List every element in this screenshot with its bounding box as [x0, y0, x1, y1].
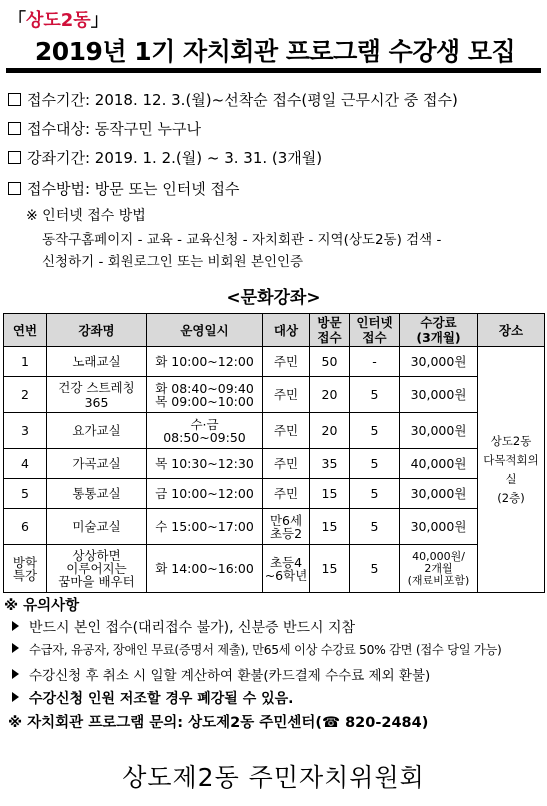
cell-no: 4 [4, 449, 47, 479]
cell-name: 건강 스트레칭 365 [47, 377, 147, 413]
cell-online: 5 [350, 377, 400, 413]
cell-online: 5 [350, 545, 400, 593]
cell-no: 3 [4, 413, 47, 449]
cell-no: 2 [4, 377, 47, 413]
checkbox-icon [8, 182, 21, 195]
cell-online: 5 [350, 479, 400, 509]
cell-visit: 15 [310, 479, 350, 509]
triangle-bullet-icon [12, 669, 19, 679]
cell-visit: 35 [310, 449, 350, 479]
cell-fee: 30,000원 [400, 479, 478, 509]
cell-time: 수 15:00~17:00 [147, 509, 263, 545]
cell-time: 화 10:00~12:00 [147, 347, 263, 377]
col-header-name: 강좌명 [47, 314, 147, 347]
internet-steps-line1: 동작구홈페이지 - 교육 - 교육신청 - 자치회관 - 지역(상도2동) 검색 - [42, 232, 442, 248]
checkbox-icon [8, 122, 21, 135]
notes-heading: ※ 유의사항 [4, 598, 80, 614]
cell-name: 요가교실 [47, 413, 147, 449]
info-label: 접수방법: [27, 180, 91, 198]
district-name: 상도2동 [26, 10, 91, 31]
note-item [12, 617, 355, 637]
cell-target: 주민 [263, 347, 310, 377]
cell-online: 5 [350, 509, 400, 545]
cell-online: 5 [350, 413, 400, 449]
note-text: 수급자, 유공자, 장애인 무료(증명서 제출), 만65세 이상 수강료 50% 감면 (접수 당일 가능) [29, 643, 502, 657]
cell-fee: 30,000원 [400, 347, 478, 377]
cell-visit: 20 [310, 413, 350, 449]
col-header-target: 대상 [263, 314, 310, 347]
col-header-place: 장소 [478, 314, 545, 347]
col-header-visit: 방문 접수 [310, 314, 350, 347]
col-header-time: 운영일시 [147, 314, 263, 347]
cell-online: 5 [350, 449, 400, 479]
cell-time: 금 10:00~12:00 [147, 479, 263, 509]
note-item [12, 640, 502, 658]
table-row [4, 347, 545, 377]
cell-fee: 40,000원/ 2개월 (재료비포함) [400, 545, 478, 593]
triangle-bullet-icon [12, 643, 19, 653]
internet-heading: ※ 인터넷 접수 방법 [26, 208, 146, 224]
info-value: 동작구민 누구나 [94, 120, 201, 138]
cell-name: 가곡교실 [47, 449, 147, 479]
page-title: 2019년 1기 자치회관 프로그램 수강생 모집 [34, 37, 516, 66]
tag-bracket-close: 」 [90, 10, 109, 31]
cell-target: 주민 [263, 479, 310, 509]
section-title: <문화강좌> [226, 288, 321, 308]
info-item-method [8, 179, 240, 199]
cell-no: 방학 특강 [4, 545, 47, 593]
cell-no: 1 [4, 347, 47, 377]
note-text: 수강신청 인원 저조할 경우 폐강될 수 있음. [29, 691, 294, 707]
cell-time: 화 08:40~09:40 목 09:00~10:00 [147, 377, 263, 413]
cell-target: 초등4 ~6학년 [263, 545, 310, 593]
program-table [3, 313, 545, 593]
table-row [4, 377, 545, 413]
cell-target: 주민 [263, 449, 310, 479]
cell-no: 6 [4, 509, 47, 545]
contact-info: ※ 자치회관 프로그램 문의: 상도제2동 주민센터(☎ 820-2484) [8, 715, 429, 731]
info-label: 강좌기간: [27, 149, 91, 167]
cell-time: 화 14:00~16:00 [147, 545, 263, 593]
table-header-row [4, 314, 545, 347]
cell-visit: 15 [310, 545, 350, 593]
triangle-bullet-icon [12, 692, 19, 702]
note-text: 반드시 본인 접수(대리접수 불가), 신분증 반드시 지참 [29, 620, 356, 636]
col-header-no: 연번 [4, 314, 47, 347]
cell-target: 만6세 초등2 [263, 509, 310, 545]
table-row [4, 545, 545, 593]
info-item-course-period [8, 148, 322, 168]
cell-fee: 30,000원 [400, 377, 478, 413]
note-item [12, 664, 430, 684]
cell-no: 5 [4, 479, 47, 509]
cell-fee: 40,000원 [400, 449, 478, 479]
title-divider [6, 68, 541, 73]
table-row [4, 479, 545, 509]
table-row [4, 413, 545, 449]
cell-name: 상상하면 이루어지는 꿈마을 배우터 [47, 545, 147, 593]
info-value: 2018. 12. 3.(월)~선착순 접수(평일 근무시간 중 접수) [94, 91, 458, 109]
table-row [4, 509, 545, 545]
cell-online: - [350, 347, 400, 377]
checkbox-icon [8, 151, 21, 164]
checkbox-icon [8, 93, 21, 106]
info-item-target [8, 119, 201, 139]
cell-time: 수·금 08:50~09:50 [147, 413, 263, 449]
cell-fee: 30,000원 [400, 509, 478, 545]
district-tag [8, 6, 109, 32]
cell-visit: 50 [310, 347, 350, 377]
col-header-online: 인터넷 접수 [350, 314, 400, 347]
cell-name: 통통교실 [47, 479, 147, 509]
organizer-name: 상도제2동 주민자치위원회 [122, 763, 425, 792]
info-value: 2019. 1. 2.(월) ~ 3. 31. (3개월) [94, 149, 323, 167]
col-header-fee: 수강료 (3개월) [400, 314, 478, 347]
cell-name: 노래교실 [47, 347, 147, 377]
table-row [4, 449, 545, 479]
cell-visit: 20 [310, 377, 350, 413]
info-label: 접수대상: [27, 120, 91, 138]
cell-name: 미술교실 [47, 509, 147, 545]
note-item [12, 688, 293, 708]
info-label: 접수기간: [27, 91, 91, 109]
cell-place: 상도2동 다목적회의실 (2층) [478, 347, 545, 593]
internet-steps-line2: 신청하기 - 회원로그인 또는 비회원 본인인증 [42, 254, 304, 270]
cell-visit: 15 [310, 509, 350, 545]
info-value: 방문 또는 인터넷 접수 [94, 180, 240, 198]
info-item-period [8, 90, 458, 110]
tag-bracket-open: 「 [8, 10, 26, 31]
triangle-bullet-icon [12, 621, 19, 631]
cell-time: 목 10:30~12:30 [147, 449, 263, 479]
cell-fee: 30,000원 [400, 413, 478, 449]
cell-target: 주민 [263, 377, 310, 413]
note-text: 수강신청 후 취소 시 일할 계산하여 환불(카드결제 수수료 제외 환불) [29, 668, 431, 684]
cell-target: 주민 [263, 413, 310, 449]
